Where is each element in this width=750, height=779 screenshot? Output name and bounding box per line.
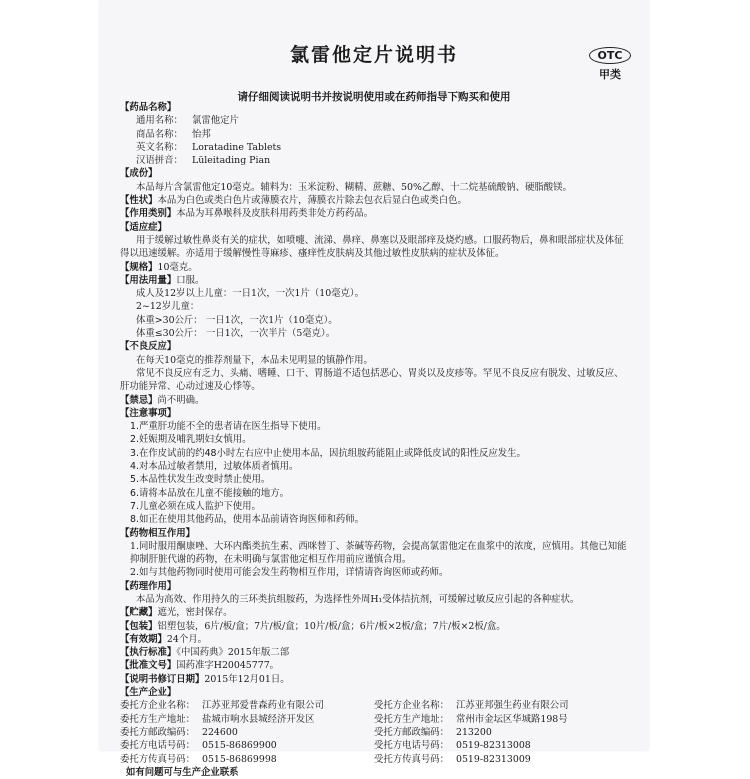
consignee-row [374, 739, 628, 752]
name-row [120, 114, 628, 127]
section-precautions-header: 【注意事项】 [120, 407, 177, 419]
usage-warning: 请仔细阅读说明书并按说明使用或在药师指导下购买和使用 [237, 91, 511, 103]
section-dosage-header: 【用法用量】 [120, 274, 177, 286]
consignee-value: 常州市金坛区华城路198号 [456, 713, 568, 725]
leaflet-body [120, 101, 628, 779]
section-category-header: 【作用类别】 [120, 208, 177, 220]
consignor-label: 委托方生产地址： [120, 713, 196, 725]
name-row [120, 154, 628, 167]
consignor-value: 盐城市响水县城经济开发区 [202, 713, 315, 725]
consignor-row [120, 753, 374, 766]
contra-text: 尚不明确。 [157, 394, 205, 406]
consignor-label: 委托方企业名称： [120, 700, 196, 712]
name-value: Loratadine Tablets [192, 141, 282, 153]
section-composition-header: 【成份】 [120, 168, 158, 180]
consignor-label: 委托方电话号码： [120, 740, 196, 752]
dosage-route: 口服。 [176, 274, 205, 286]
name-value: Lüleitading Pian [192, 155, 271, 167]
consignee-value: 0519-82313008 [456, 740, 531, 752]
spec-row [120, 261, 628, 274]
consignee-label: 受托方企业名称： [374, 700, 450, 712]
consignor-row [120, 739, 374, 752]
section-standard-header: 【执行标准】 [120, 647, 177, 659]
section-pharmacology-header: 【药理作用】 [120, 580, 177, 592]
consignor-row [120, 713, 374, 726]
consignee-value: 213200 [456, 726, 492, 738]
consignee-row [374, 753, 628, 766]
name-label: 英文名称： [136, 141, 183, 153]
storage-row [120, 606, 628, 619]
precaution-item: 4.对本品过敏者禁用，过敏体质者慎用。 [130, 461, 299, 473]
section-interactions-header: 【药物相互作用】 [120, 527, 196, 539]
consignee-row [374, 713, 628, 726]
section-revision-header: 【说明书修订日期】 [120, 673, 205, 685]
precaution-item: 5.本品性状发生改变时禁止使用。 [130, 474, 271, 486]
consignee-row [374, 726, 628, 739]
section-spec-header: 【规格】 [120, 261, 158, 273]
standard-row [120, 646, 628, 659]
consignee-row [374, 699, 628, 712]
indications-text: 用于缓解过敏性鼻炎有关的症状，如喷嚏、流涕、鼻痒、鼻塞以及眼部痒及烧灼感。口服药物后，鼻和眼部症状及体征得以迅速缓解。亦适用于缓解慢性荨麻疹、瘙痒性皮肤病及其他过敏性皮肤病的症状及体征。 [120, 234, 624, 260]
section-drug-name-header: 【药品名称】 [120, 102, 177, 113]
name-value: 怡邦 [192, 128, 211, 140]
consignee-label: 受托方生产地址： [374, 713, 450, 725]
otc-class-label: 甲类 [599, 68, 621, 81]
consignee-value: 江苏亚邦强生药业有限公司 [456, 700, 569, 712]
name-value: 氯雷他定片 [192, 115, 239, 127]
consignee-label: 受托方电话号码： [374, 740, 450, 752]
section-storage-header: 【贮藏】 [120, 607, 158, 619]
approval-row [120, 659, 628, 672]
leaflet-page [100, 0, 648, 778]
section-package-header: 【包装】 [120, 620, 158, 632]
precaution-item: 1.严重肝功能不全的患者请在医生指导下使用。 [130, 421, 327, 433]
name-row [120, 141, 628, 154]
contra-row [120, 394, 628, 407]
manufacturer-columns [120, 699, 628, 765]
consignee-label: 受托方传真号码： [374, 753, 450, 765]
adverse-text: 常见不良反应有乏力、头痛、嗜睡、口干、胃肠道不适包括恶心、胃炎以及皮疹等。罕见不良反应有脱发、过敏反应、肝功能异常、心动过速及心悸等。 [120, 367, 624, 393]
consignor-value: 224600 [202, 726, 238, 738]
package-row [120, 620, 628, 633]
precaution-item: 8.如正在使用其他药品，使用本品前请咨询医师和药师。 [130, 514, 364, 526]
storage-text: 遮光，密封保存。 [157, 607, 233, 619]
standard-text: 《中国药典》2015年版二部 [176, 647, 290, 659]
name-label: 通用名称： [136, 115, 183, 127]
consignee-value: 0519-82313009 [456, 753, 531, 765]
consignee-column [374, 699, 628, 765]
dosage-row [120, 274, 628, 287]
interaction-item: 1.同时服用酮康唑、大环内酯类抗生素、西咪替丁、茶碱等药物，会提高氯雷他定在血浆中的浓度，应慎用。其他已知能抑制肝脏代谢的药物，在未明确与氯雷他定相互作用前应谨慎合用。 [130, 540, 627, 566]
contact-footer: 如有问题可与生产企业联系 [126, 766, 239, 778]
dosage-weight-value: 一日1次，一次1片（10毫克）。 [206, 314, 338, 326]
consignor-row [120, 726, 374, 739]
consignee-label: 受托方邮政编码： [374, 726, 450, 738]
section-validity-header: 【有效期】 [120, 633, 167, 645]
consignor-column [120, 699, 374, 765]
otc-badge [584, 44, 636, 82]
dosage-child-header: 2~12岁儿童： [136, 301, 200, 313]
precaution-item: 3.在作皮试前的约48小时左右应中止使用本品，因抗组胺药能阻止或降低皮试的阳性反应发生。 [130, 447, 526, 459]
dosage-child-row [120, 314, 628, 327]
properties-row [120, 194, 628, 207]
approval-text: 国药准字H20045777。 [176, 660, 280, 672]
composition-text: 本品每片含氯雷他定10毫克。辅料为：玉米淀粉、糊精、蔗糖、50%乙醇、十二烷基硫酸钠、硬脂酸镁。 [136, 181, 572, 193]
precaution-item: 2.妊娠期及哺乳期妇女慎用。 [130, 434, 252, 446]
section-adverse-header: 【不良反应】 [120, 341, 177, 353]
consignor-row [120, 699, 374, 712]
dosage-weight-label: 体重≤30公斤： [136, 328, 203, 340]
precaution-item: 6.请将本品放在儿童不能接触的地方。 [130, 487, 289, 499]
name-label: 汉语拼音： [136, 155, 183, 167]
category-row [120, 207, 628, 220]
consignor-value: 江苏亚邦爱普森药业有限公司 [202, 700, 324, 712]
otc-mark: OTC [589, 47, 632, 64]
document-title: 氯雷他定片说明书 [289, 44, 458, 66]
dosage-weight-label: 体重>30公斤： [136, 314, 203, 326]
section-approval-header: 【批准文号】 [120, 660, 177, 672]
adverse-text: 在每天10毫克的推荐剂量下，本品未见明显的镇静作用。 [136, 354, 373, 366]
dosage-adult: 成人及12岁以上儿童：一日1次，一次1片（10毫克）。 [136, 288, 364, 300]
dosage-child-row [120, 327, 628, 340]
consignor-value: 0515-86869998 [202, 753, 277, 765]
name-row [120, 128, 628, 141]
section-manufacturer-header: 【生产企业】 [120, 687, 177, 699]
package-text: 铝塑包装，6片/板/盒；7片/板/盒；10片/板/盒；6片/板×2板/盒；7片/板×2板/盒。 [157, 620, 506, 632]
consignor-label: 委托方传真号码： [120, 753, 196, 765]
properties-text: 本品为白色或类白色片或薄膜衣片，薄膜衣片除去包衣后显白色或类白色。 [157, 195, 467, 207]
spec-text: 10毫克。 [157, 261, 198, 273]
dosage-weight-value: 一日1次，一次半片（5毫克）。 [206, 328, 336, 340]
category-text: 本品为耳鼻喉科及皮肤科用药类非处方药药品。 [176, 208, 374, 220]
section-indications-header: 【适应症】 [120, 221, 167, 233]
interaction-item: 2.如与其他药物同时使用可能会发生药物相互作用，详情请咨询医师或药师。 [130, 567, 449, 579]
precaution-item: 7.儿童必须在成人监护下使用。 [130, 500, 261, 512]
revision-row [120, 673, 628, 686]
validity-row [120, 633, 628, 646]
section-properties-header: 【性状】 [120, 195, 158, 207]
name-label: 商品名称： [136, 128, 183, 140]
revision-text: 2015年12月01日。 [204, 673, 290, 685]
pharmacology-text: 本品为高效、作用持久的三环类抗组胺药，为选择性外周H₁受体拮抗剂，可缓解过敏反应引起的各种症状。 [136, 593, 580, 605]
section-contra-header: 【禁忌】 [120, 394, 158, 406]
validity-text: 24个月。 [166, 633, 207, 645]
consignor-value: 0515-86869900 [202, 740, 277, 752]
consignor-label: 委托方邮政编码： [120, 726, 196, 738]
